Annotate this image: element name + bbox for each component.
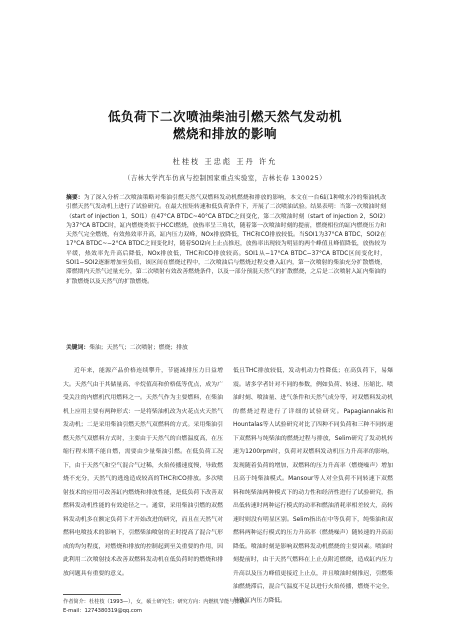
footnote bbox=[63, 598, 393, 616]
footnote-author-info: 作者简介：杜桂枝（1993—），女，硕士研究生；研究方向：内燃机节能与排放。 bbox=[63, 599, 250, 605]
paper-title-line-1: 低负荷下二次喷油柴油引燃天然气发动机 bbox=[107, 109, 342, 124]
keywords-label: 关键词： bbox=[66, 345, 90, 351]
footnote-email: E-mail：1274380319@qq.com bbox=[63, 608, 142, 614]
abstract bbox=[66, 194, 386, 287]
keywords-text: 柴油；天然气；二次喷射；燃烧；排放 bbox=[89, 345, 188, 351]
footnote-divider bbox=[63, 594, 121, 595]
paper-title-line-2: 燃烧和排放的影响 bbox=[172, 126, 277, 141]
body-column-left: 近年来，能源产品价格连续攀升，节能减排压力日益增大。天然气由于其储量高、辛烷值高和价格低等优点，成为广受关注的内燃机代用燃料之一。天然气作为主要燃料，在柴油机上应用主要有两种形式：一是将柴油机改为火花点火天然气发动机；二是采用柴油引燃天然气双燃料的方式。采用柴油引燃天然气双燃料方式时，主要由于天然气的自燃温度高，在压缩行程末期不能自燃，需要由少量柴油引燃。在低负荷工况下，由于天然气和空气混合气过稀，火焰传播速度慢，导致燃烧不充分，天然气的逃逸造成较高的THC和CO排放。多次喷射技术的应用可改善缸内燃烧和排放性能，是低负荷下改善双燃料发动机性能的有效途径之一。通常，采用柴油引燃的双燃料发动机多在额定负荷下才开始改进的研究，而且在天然气对燃料电喷技术的影响下，引燃柴油喷射的正时提高了混合气形成的均匀程度，对燃烧和排放的控制起到至关重要的作用，因此利用二次喷射技术改善双燃料发动机在低负荷时的燃烧和排放问题具有重要的意义。 bbox=[63, 368, 223, 577]
author-list: 杜桂枝 王忠彪 王丹 许允 bbox=[172, 157, 278, 166]
abstract-text: 为了深入分析二次喷油策略对柴油引燃天然气双燃料发动机燃烧和排放的影响，本文在一台6缸1种喷水冷的柴油机改引燃天然气发动机上进行了试验研究。在最大扭矩转速和低负荷条件下，开展了二次喷油试验。结果表明：当第一次喷油时刻（start of injection 1，SOI1）在47°CA BTDC~40°CA BTDC之间变化，第二次喷油时刻（start of injection 2，SOI2）为37°CA BTDC时，缸内燃烧类似于HCCI燃烧，放热率呈三角状，随着第一次喷油时刻的提前，燃烧相位的缸内燃烧压力和天然气完全燃烧，有效热效率升高，缸内压力双峰，NOx排放降低，THC和CO排放较低。当SOI1为37°CA BTDC，SOI2在17°CA BTDC~−2°CA BTDC之间变化时，随着SOI2向上止点推迟，放热率出现较为明显的两个峰值且峰值降低，放热较为平缓，热效率先升高后降低，NOx排放低，THC和CO排放较高。SOI1从−17°CA BTDC−37°CA BTDC区间变化时，SOI1−SOI2逐渐增加至负值，该区间在燃烧过程中，二次喷油后与燃烧过程交叠入缸内，第一次喷射的柴油充分扩散燃烧，滞燃期内天然气过量充分，第二次喷射有效改善燃烧条件，以及一部分预混天然气的扩散燃烧，之后是二次喷射入缸内柴油的扩散燃烧以及天然气的扩散燃烧。 bbox=[66, 195, 386, 285]
keywords bbox=[66, 344, 386, 353]
abstract-label: 摘要： bbox=[66, 195, 84, 201]
body-column-right: 低且THC排放较低，发动机动力性降低；在高负荷下，易爆震。诸多学者针对不同的参数，例如负荷、转速、压缩比、喷油时刻、喷油量、进气条件和天然气成分等，对双燃料发动机的燃烧过程进行了详细的试验研究。Papagiannakis和Hountalas等人试验研究对比了四种不同负荷和三种不同转速下双燃料与纯柴油的燃烧过程与排放，Selim研究了发动机转速为1200rpm时，负荷对双燃料发动机压力升高率的影响，发现随着负荷的增加，双燃料的压力升高率（燃烧噪声）增加且高于纯柴油模式。Mansour等人对全负荷不同转速下双燃料和纯柴油两种模式下的动力性和经济性进行了试验研究，指出低转速时两种运行模式的动率和燃油消耗率相差较大，高转速时则没有明显区别。Selim指出在中等负荷下，纯柴油和双燃料两种运行模式的压力升高率（燃烧噪声）随转速的升高而降低。喷油时刻是影响双燃料发动机燃烧的主要因素。喷油时刻提前时，由于天然气燃料在上止点附近燃烧，造成缸内压力升高以及压力峰值更接近上止点，并且喷油时刻推迟，引燃柴油燃烧滞后，混合气温度不足以进行火焰传播，燃烧不完全，导致缸内压力降低。 bbox=[233, 368, 393, 604]
affiliation: （吉林大学汽车仿真与控制国家重点实验室，吉林长春 130025） bbox=[123, 174, 327, 182]
